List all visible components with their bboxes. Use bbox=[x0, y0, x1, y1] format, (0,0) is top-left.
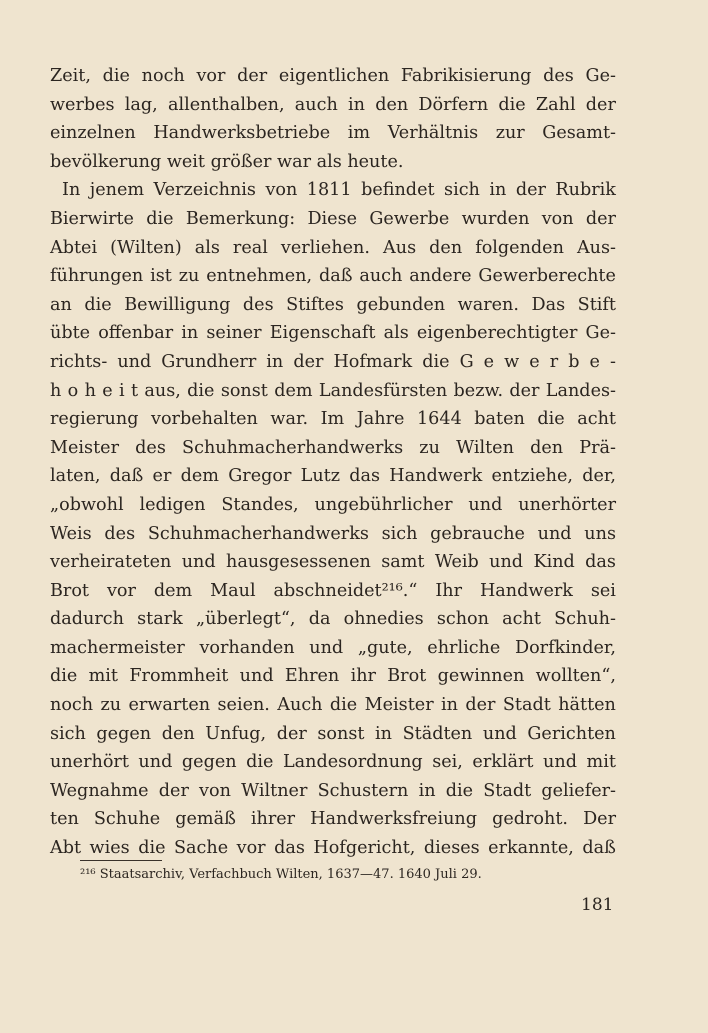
text-line: übte offenbar in seiner Eigenschaft als eigenberechtigter Ge- bbox=[50, 323, 616, 344]
footnote-rule bbox=[80, 860, 162, 861]
text-line: Meister des Schuhmacherhandwerks zu Wilten den Prä- bbox=[50, 437, 616, 458]
text-line: Brot vor dem Maul abschneidet²¹⁶.“ Ihr Handwerk sei bbox=[50, 580, 616, 601]
text-line: unerhört und gegen die Landesordnung sei, erklärt und mit bbox=[50, 752, 616, 773]
body-text bbox=[50, 62, 616, 863]
text-line: h o h e i t aus, die sonst dem Landesfürsten bezw. der Landes- bbox=[50, 380, 616, 401]
text-line: Wegnahme der von Wiltner Schustern in die Stadt geliefer- bbox=[50, 780, 616, 801]
text-line: werbes lag, allenthalben, auch in den Dörfern die Zahl der bbox=[50, 94, 616, 115]
text-line: einzelnen Handwerksbetriebe im Verhältnis zur Gesamt- bbox=[50, 123, 616, 144]
text-line: Abtei (Wilten) als real verliehen. Aus den folgenden Aus- bbox=[50, 237, 616, 258]
text-line: Abt wies die Sache vor das Hofgericht, dieses erkannte, daß bbox=[50, 838, 616, 859]
text-line: machermeister vorhanden und „gute, ehrliche Dorfkinder, bbox=[50, 637, 616, 658]
text-line: an die Bewilligung des Stiftes gebunden waren. Das Stift bbox=[50, 294, 616, 315]
text-line: Bierwirte die Bemerkung: Diese Gewerbe wurden von der bbox=[50, 208, 616, 229]
text-line: die mit Frommheit und Ehren ihr Brot gewinnen wollten“, bbox=[50, 666, 616, 687]
text-line: regierung vorbehalten war. Im Jahre 1644 baten die acht bbox=[50, 409, 616, 430]
text-line: bevölkerung weit größer war als heute. bbox=[50, 151, 404, 172]
text-line: richts- und Grundherr in der Hofmark die G e w e r b e - bbox=[50, 351, 616, 372]
text-line: führungen ist zu entnehmen, daß auch andere Gewerberechte bbox=[50, 266, 616, 287]
text-line: „obwohl ledigen Standes, ungebührlicher und unerhörter bbox=[50, 494, 616, 515]
text-line: sich gegen den Unfug, der sonst in Städten und Gerichten bbox=[50, 723, 616, 744]
text-line: noch zu erwarten seien. Auch die Meister in der Stadt hätten bbox=[50, 695, 616, 716]
footnote: ²¹⁶ Staatsarchiv, Verfachbuch Wilten, 1637—47. 1640 Juli 29. bbox=[80, 867, 482, 882]
page-number: 181 bbox=[581, 895, 614, 915]
text-line: Zeit, die noch vor der eigentlichen Fabrikisierung des Ge- bbox=[50, 66, 616, 86]
text-line: dadurch stark „überlegt“, da ohnedies schon acht Schuh- bbox=[50, 609, 616, 630]
text-line: In jenem Verzeichnis von 1811 befindet sich in der Rubrik bbox=[62, 180, 616, 201]
text-line: ten Schuhe gemäß ihrer Handwerksfreiung gedroht. Der bbox=[50, 809, 616, 830]
text-line: laten, daß er dem Gregor Lutz das Handwerk entziehe, der, bbox=[50, 466, 616, 487]
text-line: Weis des Schuhmacherhandwerks sich gebrauche und uns bbox=[50, 523, 616, 544]
text-line: verheirateten und hausgesessenen samt Weib und Kind das bbox=[50, 552, 616, 573]
